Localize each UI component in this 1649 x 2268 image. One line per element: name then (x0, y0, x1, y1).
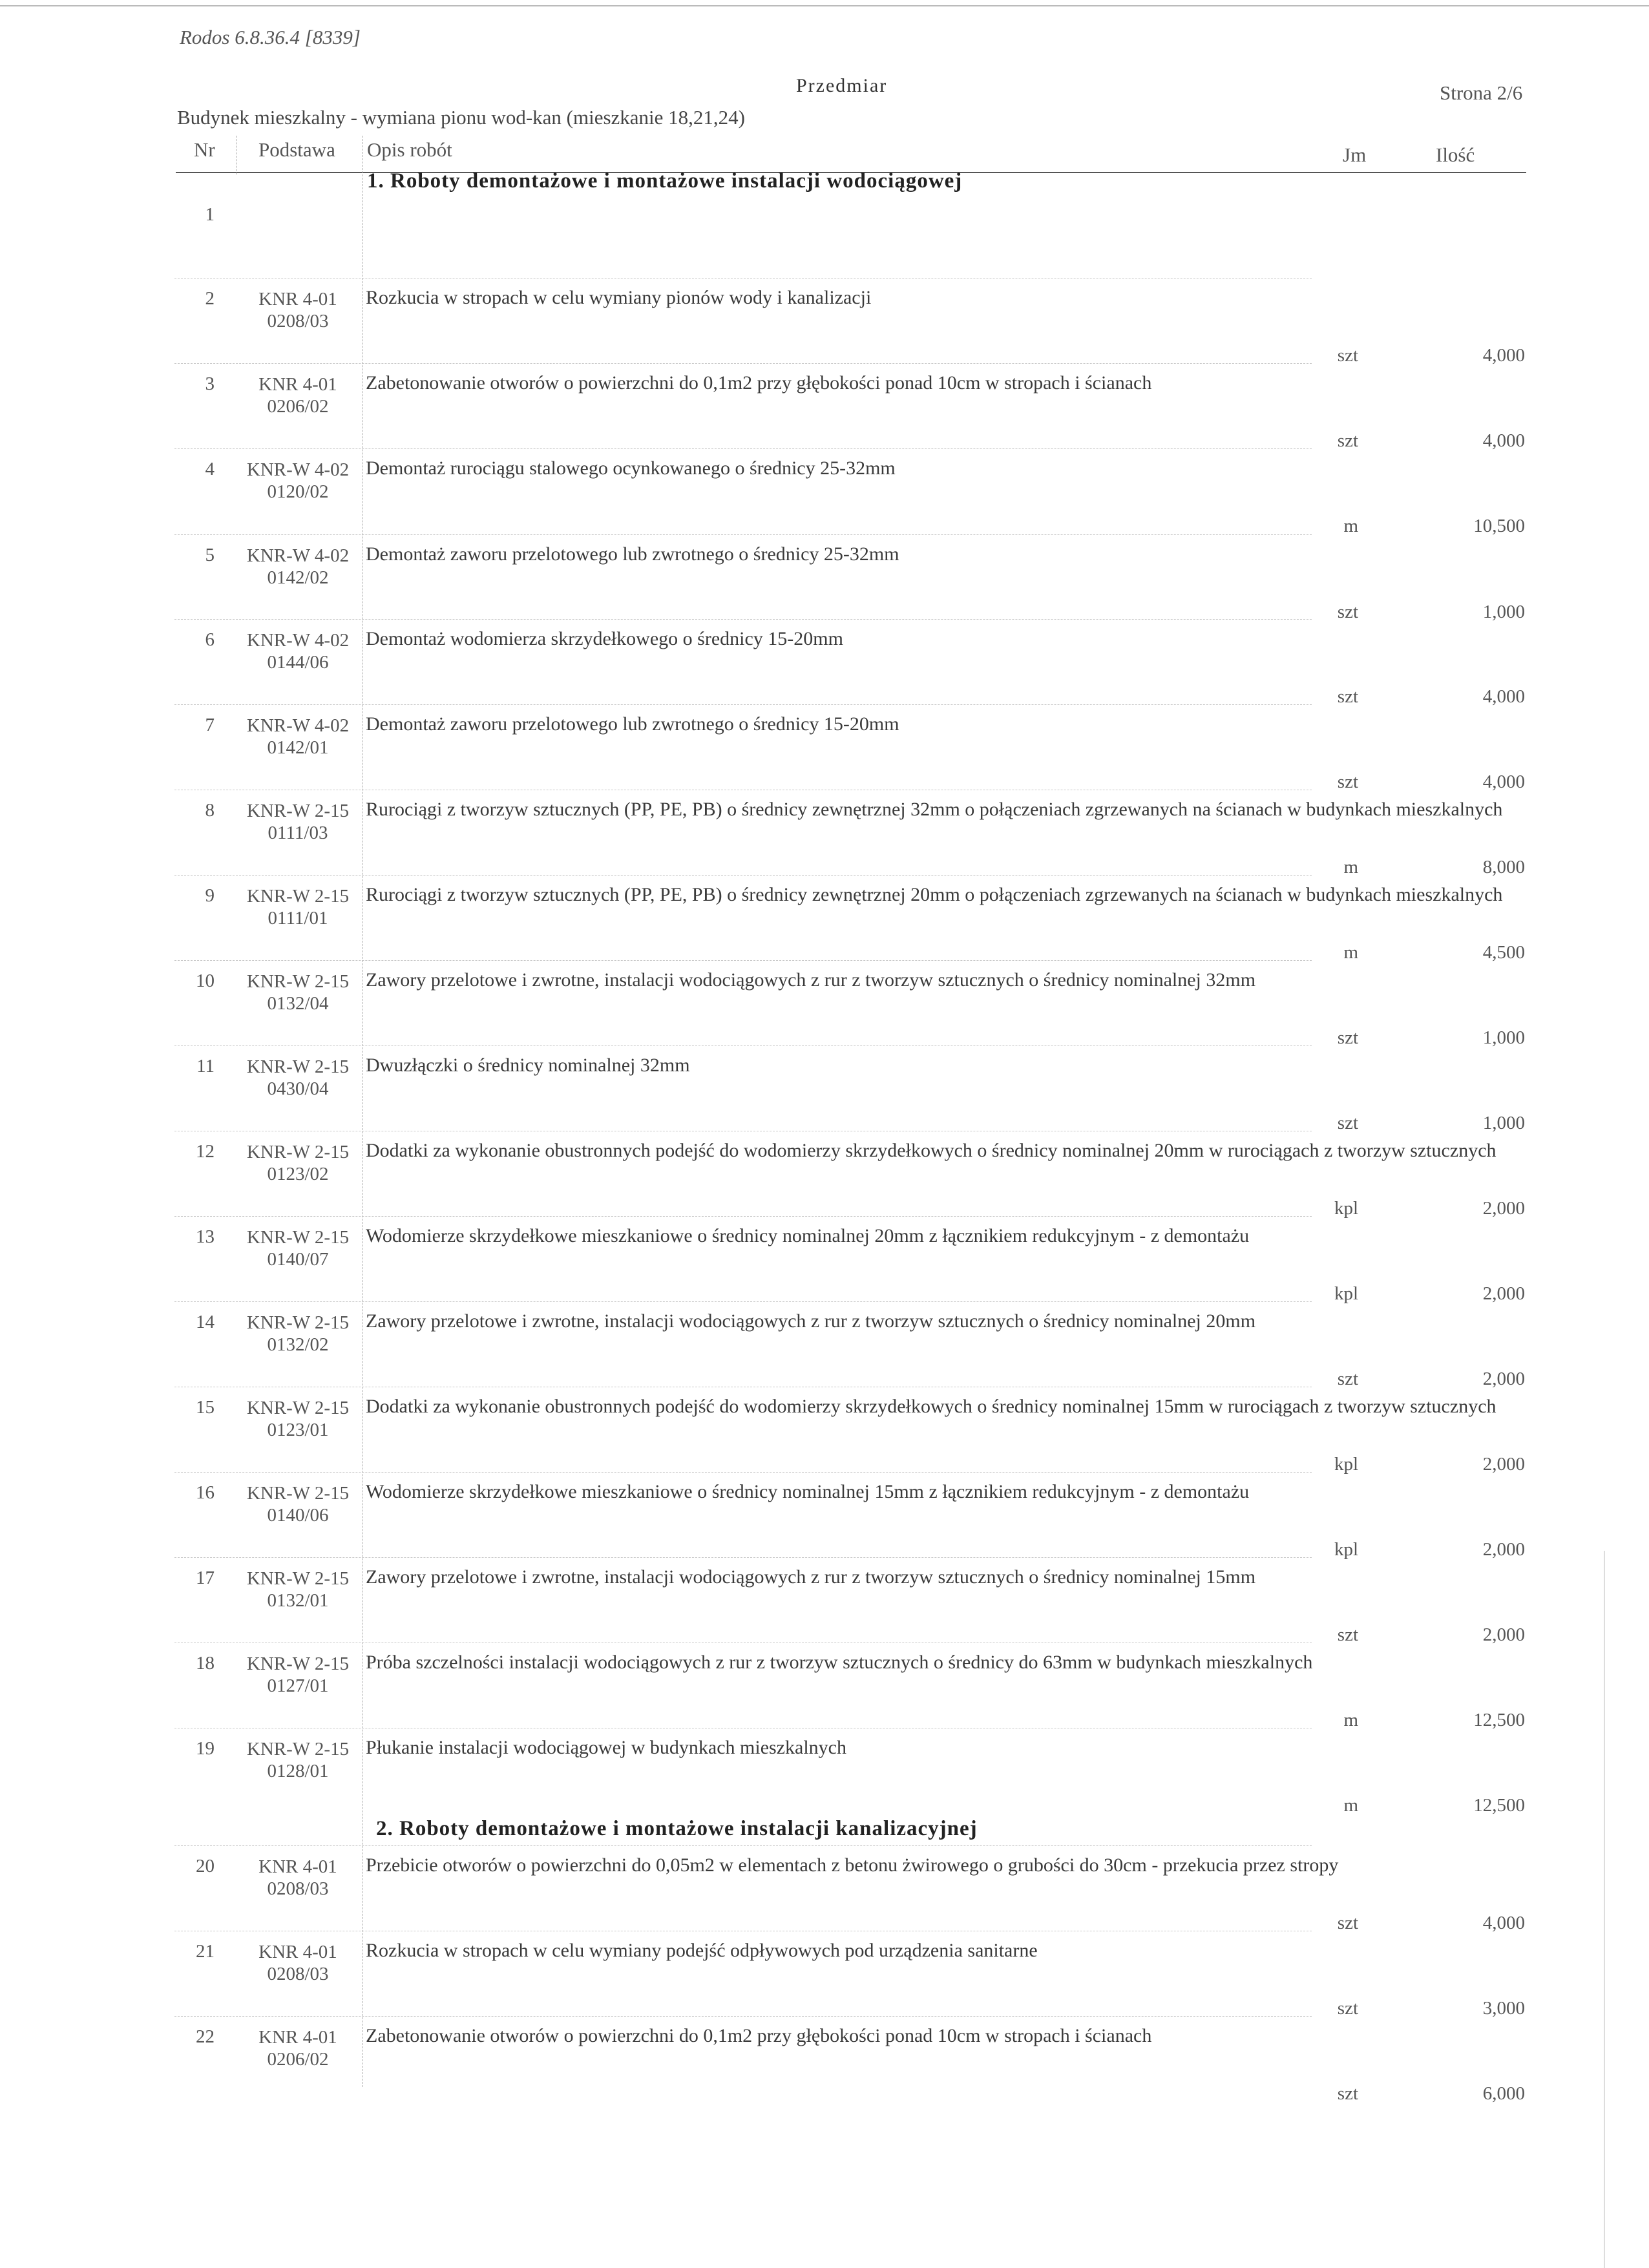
row-basis-catalog: KNR-W 2-15 (246, 801, 350, 821)
row-unit: szt (1337, 772, 1358, 792)
row-quantity: 2,000 (1482, 1539, 1525, 1560)
row-description: Zawory przelotowe i zwrotne, instalacji wodociągowych z rur z tworzyw sztucznych o średnicy nominalnej 20mm (366, 1310, 1256, 1332)
row-basis-position: 0140/07 (267, 1249, 329, 1270)
column-divider (236, 136, 237, 174)
row-description: Demontaż wodomierza skrzydełkowego o średnicy 15-20mm (366, 628, 843, 649)
row-description: Demontaż rurociągu stalowego ocynkowanego o średnicy 25-32mm (366, 457, 896, 479)
row-number: 14 (196, 1312, 215, 1332)
row-basis-position: 0430/04 (267, 1078, 329, 1099)
row-basis (224, 1856, 372, 1900)
row-quantity: 1,000 (1482, 1027, 1525, 1048)
row-basis-position: 0132/02 (267, 1334, 329, 1355)
row-basis (224, 1397, 372, 1441)
row-unit: szt (1337, 1913, 1358, 1933)
page-number: Strona 2/6 (1440, 81, 1523, 104)
row-basis-position: 0144/06 (267, 652, 329, 673)
row-basis (224, 1226, 372, 1270)
row-basis-position: 0206/02 (267, 396, 329, 417)
row-description: Zabetonowanie otworów o powierzchni do 0,1m2 przy głębokości ponad 10cm w stropach i ścianach (366, 372, 1152, 394)
row-quantity: 4,000 (1482, 430, 1525, 451)
row-basis-position: 0142/02 (267, 567, 329, 588)
row-basis (224, 800, 372, 844)
row-basis (224, 1141, 372, 1185)
row-number: 10 (196, 971, 215, 991)
row-basis-position: 0132/01 (267, 1590, 329, 1611)
column-header-unit: Jm (1343, 143, 1367, 166)
row-quantity: 8,000 (1482, 857, 1525, 877)
row-quantity: 4,000 (1482, 1913, 1525, 1933)
row-separator (174, 534, 1312, 535)
row-number: 9 (205, 885, 215, 906)
row-unit: m (1343, 942, 1358, 963)
row-basis (224, 373, 372, 417)
row-unit: szt (1337, 1113, 1358, 1133)
row-description: Przebicie otworów o powierzchni do 0,05m2 w elementach z betonu żwirowego o grubości do 30cm - przekucia przez stropy (366, 1854, 1339, 1876)
row-number: 22 (196, 2026, 215, 2047)
row-description: Zawory przelotowe i zwrotne, instalacji wodociągowych z rur z tworzyw sztucznych o średnicy nominalnej 15mm (366, 1566, 1256, 1588)
row-description: Płukanie instalacji wodociągowej w budynkach mieszkalnych (366, 1737, 846, 1758)
row-basis (224, 1738, 372, 1782)
row-basis-catalog: KNR-W 2-15 (246, 886, 350, 907)
row-basis (224, 629, 372, 673)
row-number: 5 (205, 545, 215, 565)
row-basis-catalog: KNR 4-01 (258, 289, 337, 310)
row-basis-catalog: KNR-W 2-15 (246, 1568, 350, 1589)
row-separator (174, 1557, 1312, 1558)
row-separator (174, 448, 1312, 449)
row-number: 1 (205, 204, 215, 225)
row-basis (224, 971, 372, 1014)
row-unit: szt (1337, 345, 1358, 366)
row-number: 12 (196, 1141, 215, 1162)
row-basis-position: 0111/01 (268, 908, 328, 929)
row-quantity: 2,000 (1482, 1198, 1525, 1219)
row-unit: m (1343, 1795, 1358, 1816)
row-basis (224, 1482, 372, 1526)
row-separator (174, 363, 1312, 364)
row-quantity: 3,000 (1482, 1998, 1525, 2019)
row-basis (224, 885, 372, 929)
row-description: Rurociągi z tworzyw sztucznych (PP, PE, PB) o średnicy zewnętrznej 20mm o połączeniach zgrzewanych na ścianach w budynkach mieszkalnych (366, 884, 1503, 905)
row-quantity: 2,000 (1482, 1369, 1525, 1389)
software-version: Rodos 6.8.36.4 [8339] (180, 26, 361, 48)
row-unit: szt (1337, 686, 1358, 707)
row-unit: m (1343, 1710, 1358, 1730)
row-basis (224, 1056, 372, 1100)
row-description: Rozkucia w stropach w celu wymiany podejść odpływowych pod urządzenia sanitarne (366, 1940, 1038, 1961)
row-basis-catalog: KNR 4-01 (258, 1942, 337, 1962)
row-basis-position: 0111/03 (268, 823, 328, 843)
row-basis (224, 1312, 372, 1356)
row-basis-catalog: KNR-W 2-15 (246, 1398, 350, 1418)
row-basis (224, 2026, 372, 2070)
row-number: 11 (196, 1056, 215, 1076)
row-basis-catalog: KNR-W 2-15 (246, 1056, 350, 1077)
row-description: Wodomierze skrzydełkowe mieszkaniowe o średnicy nominalnej 15mm z łącznikiem redukcyjnym - z demontażu (366, 1481, 1250, 1502)
row-description: Dodatki za wykonanie obustronnych podejść do wodomierzy skrzydełkowych o średnicy nominalnej 15mm w rurociągach z tworzyw sztucznych (366, 1396, 1497, 1417)
row-description: Rurociągi z tworzyw sztucznych (PP, PE, PB) o średnicy zewnętrznej 32mm o połączeniach zgrzewanych na ścianach w budynkach mieszkalnych (366, 799, 1503, 820)
row-description: Zabetonowanie otworów o powierzchni do 0,1m2 przy głębokości ponad 10cm w stropach i ścianach (366, 2025, 1152, 2046)
row-number: 4 (205, 459, 215, 479)
row-basis-catalog: KNR 4-01 (258, 2027, 337, 2048)
row-basis-position: 0140/06 (267, 1505, 329, 1526)
row-separator (174, 1216, 1312, 1217)
row-unit: szt (1337, 1027, 1358, 1048)
row-quantity: 1,000 (1482, 1113, 1525, 1133)
row-unit: szt (1337, 1998, 1358, 2019)
row-basis-catalog: KNR-W 2-15 (246, 1483, 350, 1504)
row-quantity: 2,000 (1482, 1624, 1525, 1645)
row-basis (224, 288, 372, 332)
row-quantity: 4,000 (1482, 772, 1525, 792)
row-quantity: 12,500 (1473, 1710, 1525, 1730)
row-number: 7 (205, 715, 215, 735)
row-unit: kpl (1334, 1198, 1358, 1219)
column-header-basis: Podstawa (258, 138, 335, 161)
row-basis-catalog: KNR-W 2-15 (246, 1739, 350, 1759)
column-header-nr: Nr (194, 138, 215, 161)
row-unit: szt (1337, 1369, 1358, 1389)
row-description: Demontaż zaworu przelotowego lub zwrotnego o średnicy 15-20mm (366, 713, 899, 735)
row-basis (224, 1941, 372, 1985)
row-unit: kpl (1334, 1454, 1358, 1475)
row-description: Zawory przelotowe i zwrotne, instalacji wodociągowych z rur z tworzyw sztucznych o średnicy nominalnej 32mm (366, 969, 1256, 991)
row-number: 20 (196, 1856, 215, 1876)
row-number: 19 (196, 1738, 215, 1759)
row-basis-catalog: KNR-W 2-15 (246, 1227, 350, 1248)
row-quantity: 2,000 (1482, 1454, 1525, 1475)
row-basis-position: 0142/01 (267, 737, 329, 758)
column-header-description: Opis robót (367, 138, 452, 161)
section-title-water: 1. Roboty demontażowe i montażowe instalacji wodociągowej (367, 169, 963, 193)
row-basis-catalog: KNR 4-01 (258, 374, 337, 395)
section-title-sewage: 2. Roboty demontażowe i montażowe instalacji kanalizacyjnej (376, 1817, 978, 1840)
row-description: Dwuzłączki o średnicy nominalnej 32mm (366, 1055, 690, 1076)
row-number: 2 (205, 288, 215, 309)
row-unit: szt (1337, 2083, 1358, 2104)
row-basis-catalog: KNR-W 4-02 (246, 630, 350, 651)
row-basis-position: 0123/01 (267, 1420, 329, 1440)
column-header-quantity: Ilość (1436, 143, 1475, 166)
row-basis-position: 0208/03 (267, 1964, 329, 1984)
row-separator (174, 2016, 1312, 2017)
row-separator (174, 1845, 1312, 1846)
row-basis-catalog: KNR-W 2-15 (246, 1654, 350, 1674)
row-basis-position: 0123/02 (267, 1164, 329, 1184)
row-description: Dodatki za wykonanie obustronnych podejść do wodomierzy skrzydełkowych o średnicy nominalnej 20mm w rurociągach z tworzyw sztucznych (366, 1140, 1497, 1161)
row-unit: szt (1337, 1624, 1358, 1645)
row-basis-position: 0132/04 (267, 993, 329, 1014)
row-basis (224, 1568, 372, 1612)
row-unit: kpl (1334, 1539, 1358, 1560)
row-separator (174, 704, 1312, 705)
row-number: 6 (205, 629, 215, 650)
row-quantity: 4,000 (1482, 345, 1525, 366)
row-basis-position: 0206/02 (267, 2049, 329, 2070)
row-quantity: 1,000 (1482, 602, 1525, 622)
row-basis-catalog: KNR-W 2-15 (246, 971, 350, 992)
row-basis-position: 0127/01 (267, 1675, 329, 1696)
row-quantity: 10,500 (1473, 516, 1525, 536)
row-basis-catalog: KNR-W 4-02 (246, 715, 350, 736)
row-unit: szt (1337, 430, 1358, 451)
row-separator (174, 1301, 1312, 1302)
row-description: Próba szczelności instalacji wodociągowych z rur z tworzyw sztucznych o średnicy do 63mm w budynkach mieszkalnych (366, 1652, 1313, 1673)
row-number: 3 (205, 373, 215, 394)
row-quantity: 6,000 (1482, 2083, 1525, 2104)
row-basis-position: 0208/03 (267, 311, 329, 331)
row-unit: kpl (1334, 1283, 1358, 1304)
row-basis (224, 459, 372, 503)
page-top-edge (0, 5, 1649, 6)
row-number: 15 (196, 1397, 215, 1418)
row-basis-catalog: KNR 4-01 (258, 1856, 337, 1877)
row-basis-position: 0128/01 (267, 1761, 329, 1781)
row-unit: szt (1337, 602, 1358, 622)
row-basis-position: 0120/02 (267, 481, 329, 502)
row-separator (174, 619, 1312, 620)
building-name: Budynek mieszkalny - wymiana pionu wod-kan (mieszkanie 18,21,24) (177, 106, 745, 129)
row-number: 17 (196, 1568, 215, 1588)
row-quantity: 2,000 (1482, 1283, 1525, 1304)
row-unit: m (1343, 857, 1358, 877)
row-number: 8 (205, 800, 215, 821)
row-description: Demontaż zaworu przelotowego lub zwrotnego o średnicy 25-32mm (366, 543, 899, 565)
document-title: Przedmiar (796, 75, 888, 96)
row-description: Wodomierze skrzydełkowe mieszkaniowe o średnicy nominalnej 20mm z łącznikiem redukcyjnym - z demontażu (366, 1225, 1250, 1246)
row-quantity: 12,500 (1473, 1795, 1525, 1816)
row-separator (174, 875, 1312, 876)
row-separator (174, 960, 1312, 961)
row-basis (224, 1653, 372, 1697)
row-basis-position: 0208/03 (267, 1878, 329, 1899)
row-basis-catalog: KNR-W 2-15 (246, 1142, 350, 1162)
row-number: 13 (196, 1226, 215, 1247)
row-basis-catalog: KNR-W 4-02 (246, 545, 350, 566)
row-number: 18 (196, 1653, 215, 1674)
row-separator (174, 1472, 1312, 1473)
row-unit: m (1343, 516, 1358, 536)
scan-edge-line (1604, 1551, 1605, 2268)
row-basis (224, 715, 372, 759)
row-basis-catalog: KNR-W 4-02 (246, 459, 350, 480)
row-number: 16 (196, 1482, 215, 1503)
row-quantity: 4,500 (1482, 942, 1525, 963)
row-quantity: 4,000 (1482, 686, 1525, 707)
row-basis (224, 545, 372, 589)
row-number: 21 (196, 1941, 215, 1962)
row-separator (174, 1045, 1312, 1046)
row-description: Rozkucia w stropach w celu wymiany pionów wody i kanalizacji (366, 287, 872, 308)
row-basis-catalog: KNR-W 2-15 (246, 1312, 350, 1333)
